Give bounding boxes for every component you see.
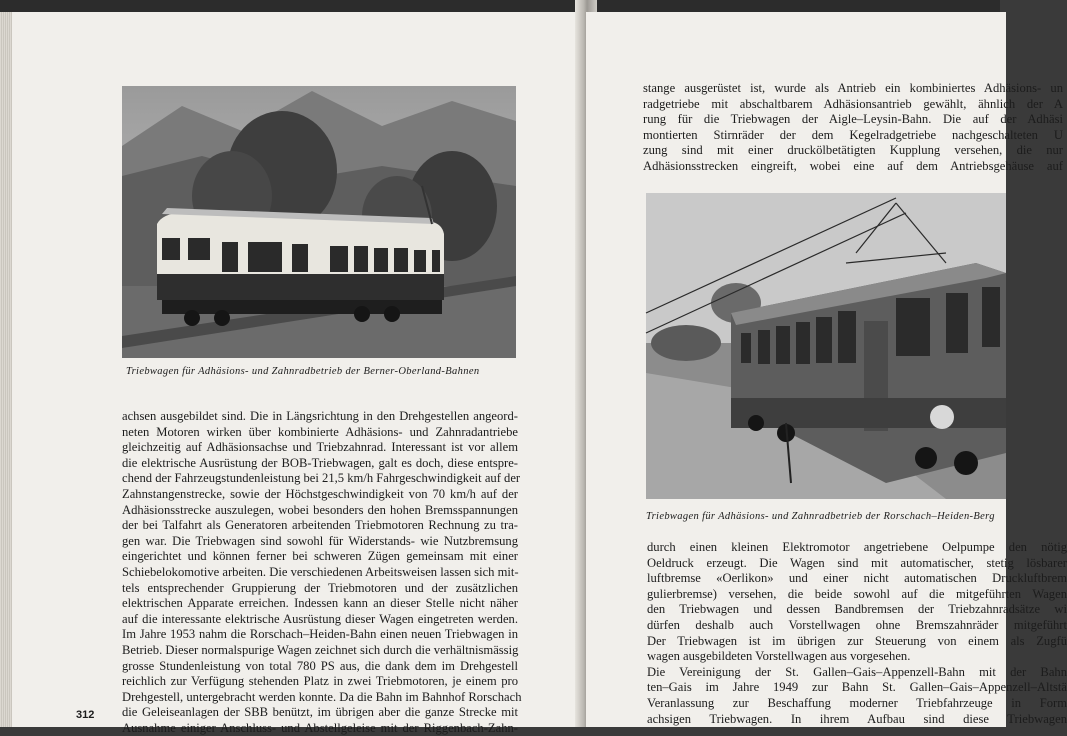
text-line: gleichzeitig auf Adhäsionsachse und Triebzahnrad. Interessant ist vor allem xyxy=(122,440,518,455)
text-line: Betrieb. Dieser normalspurige Wagen zeichnet sich durch die verhältnismässig xyxy=(122,642,519,657)
text-line: Veranlassung zur Beschaffung moderner Triebfahrzeuge in Form xyxy=(647,695,1067,710)
text-line: zung sind mit einer druckölbetätigten Kupplung versehen, die nur xyxy=(643,143,1063,158)
text-line: Zahnstangenstrecke, sowie der Höchstgeschwindigkeit von 70 km/h auf der xyxy=(122,486,518,501)
railcar-illustration xyxy=(646,193,1006,499)
text-line: gulierbremse) versehen, die beide sowohl auf die mitgeführten Wagen xyxy=(647,586,1067,601)
right-figure-caption: Triebwagen für Adhäsions- und Zahnradbetrieb der Rorschach–Heiden-Berg xyxy=(646,511,995,522)
bob-railcar-photo xyxy=(122,86,516,358)
page-number: 312 xyxy=(76,709,95,721)
text-line: Adhäsionsstrecken eingreift, wobei eine auf dem Antriebsgehäuse auf xyxy=(643,158,1063,173)
text-line: Ausnahme einiger Anschluss- und Abstellgeleise mit der Riggenbach-Zahn- xyxy=(122,720,518,735)
text-line: stange ausgerüstet ist, wurde als Antrieb ein kombiniertes Adhäsions- un xyxy=(643,81,1063,95)
rhb-railcar-photo xyxy=(646,193,1006,499)
text-line: gen war. Die Triebwagen sind sowohl für Widerstands- wie Nutzbremsung xyxy=(122,533,518,548)
text-line: Oeldruck erzeugt. Die Wagen sind mit automatischer, stetig lösbarer xyxy=(647,555,1067,570)
right-page xyxy=(586,12,1067,727)
right-bottom-text xyxy=(647,540,1067,727)
text-line: luftbremse «Oerlikon» und einer nicht automatischen Druckluftbrem xyxy=(647,571,1067,586)
text-line: Die Vereinigung der St. Gallen–Gais–Appenzell-Bahn mit der Bahn xyxy=(647,664,1067,679)
book-page-edges xyxy=(0,12,12,727)
railcar-illustration xyxy=(122,86,516,358)
text-line: elektrischen Apparate erreichen. Indessen kann an dieser Stelle nicht näher xyxy=(122,596,518,611)
left-page xyxy=(10,12,580,735)
text-line: auf die interessante elektrische Ausrüstung dieser Wagen eingetreten werden. xyxy=(122,611,518,626)
text-line: ten–Gais im Jahre 1949 zur Bahn St. Gallen–Gais–Appenzell–Altstä xyxy=(647,680,1067,695)
text-line: radgetriebe mit abschaltbarem Adhäsionsantrieb gewählt, ähnlich der A xyxy=(643,96,1063,111)
text-line: Drehgestell, untergebracht werden konnte. Da die Bahn im Bahnhof Rorschach xyxy=(122,689,522,704)
text-line: chend der Fahrzeugstundenleistung bei 21,5 km/h Fahrgeschwindigkeit auf der xyxy=(122,471,521,486)
left-figure-caption: Triebwagen für Adhäsions- und Zahnradbetrieb der Berner-Oberland-Bahnen xyxy=(126,366,480,377)
text-line: der bei Talfahrt als Generatoren arbeitenden Triebmotoren Rechnung zu tra- xyxy=(122,518,518,533)
right-top-text xyxy=(643,81,1063,175)
text-line: grosse Stundenleistung von total 780 PS aus, die dank dem im Drehgestell xyxy=(122,658,518,673)
text-line: den Triebwagen und dessen Bandbremsen der Triebzahnradsätze wi xyxy=(647,602,1067,617)
text-line: eingerichtet und können ferner bei schweren Zügen gemeinsam mit einer xyxy=(122,549,518,564)
text-line: durch einen kleinen Elektromotor angetriebene Oelpumpe den nötig xyxy=(647,540,1067,554)
text-line: die elektrische Ausrüstung der BOB-Triebwagen, galt es doch, diese entspre- xyxy=(122,455,518,470)
text-line: achsigen Triebwagen. In ihrem Aufbau sind diese Triebwagen xyxy=(647,711,1067,726)
text-line: rung für die Triebwagen der Aigle–Leysin-Bahn. Die auf der Adhäsi xyxy=(643,112,1063,127)
text-line: achsen ausgebildet sind. Die in Längsrichtung in den Drehgestellen angeord- xyxy=(122,409,518,423)
left-body-text xyxy=(122,409,522,736)
text-line: reichlich zur Verfügung stehenden Platz in zwei Triebmotoren, je einem pro xyxy=(122,674,518,689)
text-line: tels entsprechender Gruppierung der Triebmotoren und der zusätzlichen xyxy=(122,580,518,595)
text-line: montierten Stirnräder der dem Kegelradgetriebe nachgeschalteten U xyxy=(643,127,1063,142)
text-line: Im Jahre 1953 nahm die Rorschach–Heiden-Bahn einen neuen Triebwagen in xyxy=(122,627,518,642)
text-line: wagen ausgebildeten Vorstellwagen aus vorgesehen. xyxy=(647,649,911,664)
text-line: neten Motoren wirken über kombinierte Adhäsions- und Zahnradantriebe xyxy=(122,424,518,439)
text-line: Schiebelokomotive arbeiten. Die verschiedenen Arbeitsweisen lassen sich mit- xyxy=(122,564,519,579)
text-line: die Geleiseanlagen der SBB benützt, im übrigen aber die ganze Strecke mit xyxy=(122,705,518,720)
text-line: dürfen deshalb auch Vorstellwagen ohne Bremszahnräder mitgeführt xyxy=(647,617,1067,632)
text-line: Adhäsionsstrecke auszulegen, wobei besonders den hohen Bremsspannungen xyxy=(122,502,518,517)
text-line: Der Triebwagen ist im übrigen zur Steuerung von einem als Zugfü xyxy=(647,633,1067,648)
